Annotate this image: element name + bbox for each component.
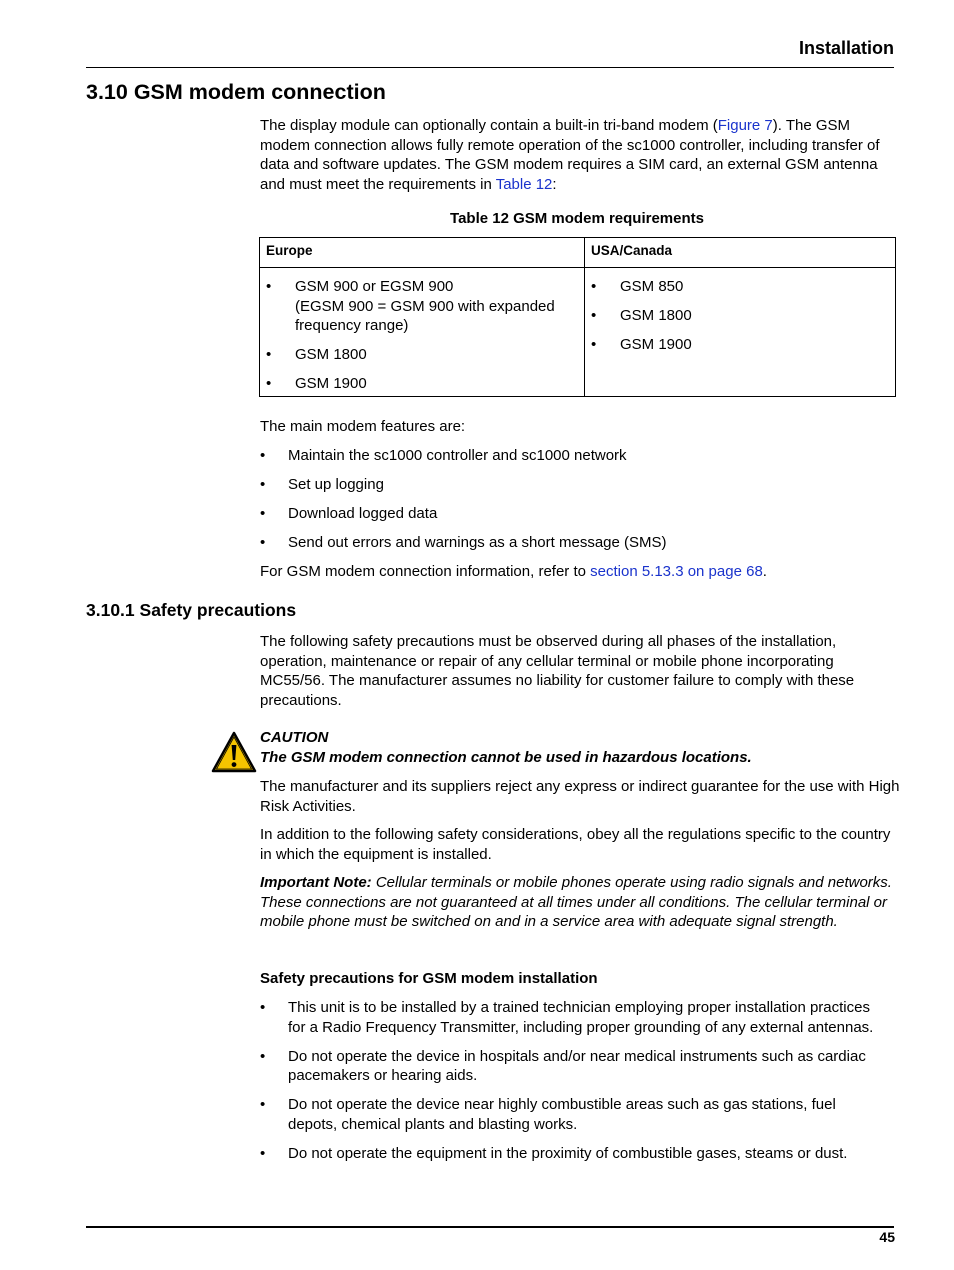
bullet: •	[591, 278, 597, 295]
bullet: •	[260, 534, 266, 551]
list-item	[591, 277, 889, 297]
precaution-text: Do not operate the device near highly combustible areas such as gas stations, fuel depots, chemical plants and blasting works.	[288, 1096, 836, 1133]
reference-end: .	[762, 563, 767, 580]
list-item	[266, 374, 578, 394]
table-row	[260, 268, 896, 397]
list-item	[260, 1144, 880, 1164]
intro-paragraph	[260, 116, 900, 194]
feature-text: Set up logging	[288, 476, 384, 493]
table-header-row	[260, 238, 896, 268]
installation-precautions-list	[260, 998, 880, 1173]
europe-item: GSM 900 or EGSM 900	[295, 278, 454, 295]
usa-item: GSM 850	[620, 278, 684, 295]
features-intro: The main modem features are:	[260, 418, 466, 435]
bullet: •	[260, 505, 266, 522]
regulations-paragraph: In addition to the following safety considerations, obey all the regulations specific to the country in which the equipment is installed.	[260, 826, 891, 863]
section-5-13-3-link[interactable]: section 5.13.3 on page 68	[590, 563, 763, 580]
list-item	[260, 998, 880, 1037]
list-item	[260, 475, 900, 495]
table-header-europe: Europe	[260, 238, 585, 268]
bullet: •	[266, 278, 272, 295]
page-number: 45	[879, 1229, 895, 1245]
features-list	[260, 446, 900, 562]
europe-item-note: (EGSM 900 = GSM 900 with expanded frequency range)	[295, 297, 555, 334]
bullet: •	[260, 1047, 266, 1065]
header-rule	[86, 67, 894, 68]
europe-item: GSM 1900	[295, 375, 367, 392]
liability-paragraph: The manufacturer and its suppliers reject any express or indirect guarantee for the use with High Risk Activities.	[260, 778, 900, 815]
list-item	[266, 277, 578, 336]
usa-cell	[585, 268, 896, 397]
feature-text: Send out errors and warnings as a short message (SMS)	[288, 534, 667, 551]
intro-text-1: The display module can optionally contain a built-in tri-band modem (	[260, 117, 718, 134]
list-item	[591, 306, 889, 326]
caution-text: The GSM modem connection cannot be used in hazardous locations.	[260, 749, 752, 766]
safety-paragraph: The following safety precautions must be observed during all phases of the installation, operation, maintenance or repair of any cellular terminal or mobile phone incorporating MC55/56. The manufacturer assumes no liability for customer failure to comply with these precautions.	[260, 633, 855, 709]
list-item	[260, 533, 900, 553]
list-item	[591, 335, 889, 355]
intro-text-3: :	[552, 175, 557, 193]
important-note-label: Important Note:	[260, 874, 372, 891]
bullet: •	[260, 447, 266, 464]
feature-text: Maintain the sc1000 controller and sc1000 network	[288, 447, 627, 464]
bullet: •	[260, 476, 266, 493]
modem-reference	[260, 562, 900, 582]
table-header-usa: USA/Canada	[585, 238, 896, 268]
usa-item: GSM 1800	[620, 307, 692, 324]
installation-subheading: Safety precautions for GSM modem installation	[260, 970, 598, 987]
bullet: •	[591, 336, 597, 353]
gsm-requirements-table	[259, 237, 896, 397]
important-note	[260, 873, 900, 932]
usa-item: GSM 1900	[620, 336, 692, 353]
intro-text-2: ). The GSM modem connection allows fully remote operation of the sc1000 controller, including transfer of data and software updates. The GSM modem requires a SIM card, an external GSM antenna and must meet the requirements in	[260, 117, 880, 193]
list-item	[260, 504, 900, 524]
precaution-text: This unit is to be installed by a trained technician employing proper installation practices for a Radio Frequency Transmitter, including proper grounding of any external antennas.	[288, 999, 874, 1036]
bullet: •	[260, 1144, 266, 1162]
list-item	[260, 1095, 880, 1134]
list-item	[260, 1047, 880, 1086]
caution-warning-icon	[211, 731, 257, 773]
bullet: •	[260, 1096, 266, 1113]
europe-cell	[260, 268, 585, 397]
important-note-text: Cellular terminals or mobile phones operate using radio signals and networks. These connections are not guaranteed at all times under all conditions. The cellular terminal or mobile phone must be switched on and in a service area with adequate signal strength.	[260, 874, 892, 930]
bullet: •	[266, 346, 272, 363]
table-caption: Table 12 GSM modem requirements	[450, 210, 704, 227]
precaution-text: Do not operate the device in hospitals and/or near medical instruments such as cardiac pacemakers or hearing aids.	[288, 1047, 866, 1084]
table-12-link[interactable]: Table 12	[495, 175, 553, 193]
bullet: •	[266, 375, 272, 392]
precaution-text: Do not operate the equipment in the proximity of combustible gases, steams or dust.	[288, 1144, 848, 1162]
bullet: •	[591, 307, 597, 324]
reference-text: For GSM modem connection information, refer to	[260, 563, 591, 580]
bullet: •	[260, 999, 266, 1016]
feature-text: Download logged data	[288, 505, 438, 522]
subsection-heading: 3.10.1 Safety precautions	[86, 600, 297, 620]
section-heading: 3.10 GSM modem connection	[86, 80, 386, 104]
list-item	[260, 446, 900, 466]
caution-title: CAUTION	[260, 729, 329, 746]
running-header: Installation	[798, 38, 894, 58]
figure-7-link[interactable]: Figure 7	[717, 117, 773, 134]
list-item	[266, 345, 578, 365]
footer-rule	[86, 1226, 894, 1228]
europe-item: GSM 1800	[295, 346, 367, 363]
